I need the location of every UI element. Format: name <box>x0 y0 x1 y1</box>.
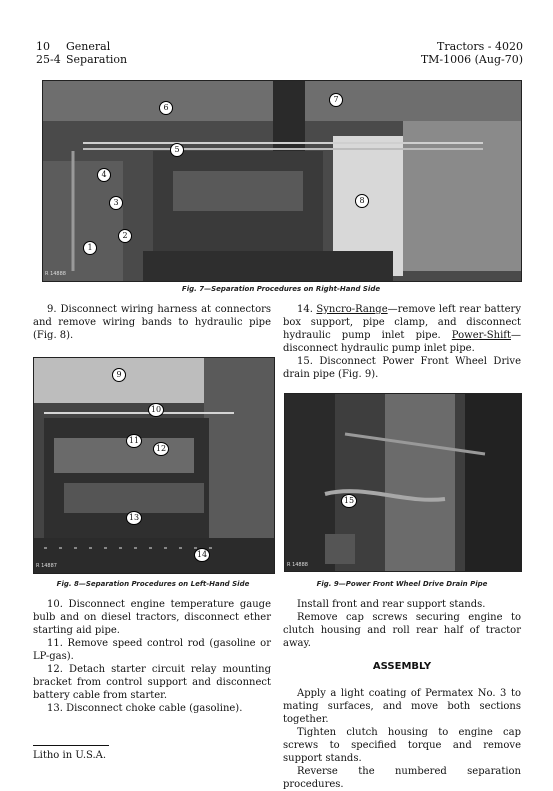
fig7-callout: 1 <box>83 241 97 255</box>
step-9: 9. Disconnect wiring harness at connectors and remove wiring bands to hydraulic pipe (Fig. 8). <box>33 304 271 341</box>
step-14-prefix: 14. <box>297 304 317 315</box>
fig7-callout: 6 <box>159 101 173 115</box>
figure-8-photo <box>33 357 275 574</box>
section-title: General <box>66 40 111 53</box>
step-11: 11. Remove speed control rod (gasoline or LP-gas). <box>33 638 271 662</box>
syncro-range-label: Syncro-Range <box>316 304 388 315</box>
page-header-left <box>36 40 127 66</box>
fig8-callout: 10 <box>148 403 164 417</box>
step-10: 10. Disconnect engine temperature gauge bulb and on diesel tractors, disconnect ether starting aid pipe. <box>33 599 271 636</box>
step-13: 13. Disconnect choke cable (gasoline). <box>47 703 243 714</box>
fig8-photo-id: R 14887 <box>36 563 57 569</box>
fig7-photo-id: R 14888 <box>45 271 66 277</box>
right-column-top <box>283 303 521 381</box>
fig9-photo-id: R 14888 <box>287 562 308 568</box>
step-14 <box>283 303 521 355</box>
fig9-callout: 15 <box>341 494 357 508</box>
fig7-callout: 7 <box>329 93 343 107</box>
tighten-screws-text: Tighten clutch housing to engine cap screws to specified torque and remove support stands. <box>283 727 521 764</box>
figure-9-photo <box>284 393 522 572</box>
footer-rule <box>33 745 109 746</box>
fig7-callout: 4 <box>97 168 111 182</box>
manual-code: TM-1006 (Aug-70) <box>420 53 523 66</box>
footer-litho: Litho in U.S.A. <box>33 750 107 761</box>
remove-cap-screws-text: Remove cap screws securing engine to clutch housing and roll rear half of tractor away. <box>283 612 521 649</box>
fig8-callout: 9 <box>112 368 126 382</box>
assembly-heading: ASSEMBLY <box>372 661 432 672</box>
fig7-callout: 2 <box>118 229 132 243</box>
fig8-callout: 13 <box>126 511 142 525</box>
reverse-procedures-text: Reverse the numbered separation procedures. <box>283 766 521 790</box>
figure-7-photo <box>42 80 522 282</box>
page-number: 10 <box>36 40 50 53</box>
step-14-text-1: —remove left rear battery box support, pipe clamp, and disconnect hydraulic pump inlet pipe. <box>283 304 521 341</box>
step-14-text-2: —disconnect hydraulic pump inlet pipe. <box>283 330 521 354</box>
page-header-right <box>421 40 523 66</box>
fig8-callout: 11 <box>126 434 142 448</box>
manual-title: Tractors - 4020 <box>437 40 523 53</box>
figure-9-caption: Fig. 9—Power Front Wheel Drive Drain Pipe <box>316 580 488 588</box>
fig7-callout: 3 <box>109 196 123 210</box>
figure-7-caption: Fig. 7—Separation Procedures on Right-Hand Side <box>181 285 381 293</box>
apply-permatex-text: Apply a light coating of Permatex No. 3 to mating surfaces, and move both sections together. <box>283 688 521 725</box>
left-column-bottom <box>33 598 271 715</box>
figure-8-caption: Fig. 8—Separation Procedures on Left-Hand Side <box>56 580 250 588</box>
right-column-bottom <box>283 598 521 791</box>
step-12: 12. Detach starter circuit relay mounting bracket from control support and disconnect battery cable from starter. <box>33 664 271 701</box>
section-number: 25-4 <box>36 53 61 66</box>
power-shift-label: Power-Shift <box>451 330 511 341</box>
fig8-callout: 12 <box>153 442 169 456</box>
fig7-callout: 8 <box>355 194 369 208</box>
left-column-top <box>33 303 271 342</box>
step-15: 15. Disconnect Power Front Wheel Drive drain pipe (Fig. 9). <box>283 356 521 380</box>
fig7-callout: 5 <box>170 143 184 157</box>
fig8-callout: 14 <box>194 548 210 562</box>
section-subtitle: Separation <box>66 53 128 66</box>
install-stands-text: Install front and rear support stands. <box>297 599 486 610</box>
